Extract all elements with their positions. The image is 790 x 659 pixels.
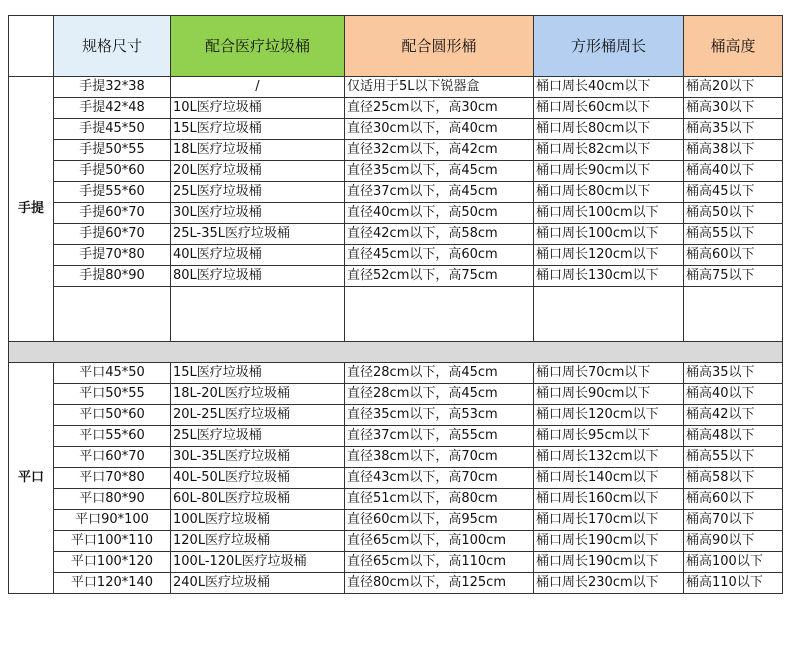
table-row bbox=[9, 245, 783, 266]
group-label: 平口 bbox=[9, 363, 54, 594]
cell-bin: 100L医疗垃圾桶 bbox=[171, 510, 345, 531]
cell-square: 桶口周长80cm以下 bbox=[534, 182, 684, 203]
cell-height: 桶高70以下 bbox=[684, 510, 783, 531]
cell-height: 桶高30以下 bbox=[684, 98, 783, 119]
cell-square: 桶口周长100cm以下 bbox=[534, 203, 684, 224]
cell-bin: 20L-25L医疗垃圾桶 bbox=[171, 405, 345, 426]
header-square: 方形桶周长 bbox=[534, 16, 684, 77]
cell-round: 仅适用于5L以下锐器盒 bbox=[345, 77, 534, 98]
cell-height: 桶高38以下 bbox=[684, 140, 783, 161]
cell-spec: 平口90*100 bbox=[54, 510, 171, 531]
cell-height: 桶高110以下 bbox=[684, 573, 783, 594]
table-row bbox=[9, 224, 783, 245]
cell-square: 桶口周长130cm以下 bbox=[534, 266, 684, 287]
table-body bbox=[9, 77, 783, 594]
cell-height: 桶高60以下 bbox=[684, 245, 783, 266]
cell-square: 桶口周长40cm以下 bbox=[534, 77, 684, 98]
cell-round: 直径25cm以下，高30cm bbox=[345, 98, 534, 119]
cell-square: 桶口周长120cm以下 bbox=[534, 405, 684, 426]
header-bin: 配合医疗垃圾桶 bbox=[171, 16, 345, 77]
table-row bbox=[9, 203, 783, 224]
cell-spec: 手提60*70 bbox=[54, 203, 171, 224]
header-spec: 规格尺寸 bbox=[54, 16, 171, 77]
cell-round: 直径65cm以下，高110cm bbox=[345, 552, 534, 573]
cell-spec: 手提70*80 bbox=[54, 245, 171, 266]
cell-height: 桶高40以下 bbox=[684, 384, 783, 405]
cell-bin: / bbox=[171, 77, 345, 98]
cell-spec: 平口50*60 bbox=[54, 405, 171, 426]
cell-bin: 15L医疗垃圾桶 bbox=[171, 363, 345, 384]
cell-square: 桶口周长90cm以下 bbox=[534, 161, 684, 182]
cell-square: 桶口周长190cm以下 bbox=[534, 531, 684, 552]
cell-height: 桶高35以下 bbox=[684, 119, 783, 140]
cell-bin: 25L医疗垃圾桶 bbox=[171, 426, 345, 447]
cell-square: 桶口周长140cm以下 bbox=[534, 468, 684, 489]
cell-spec: 平口55*60 bbox=[54, 426, 171, 447]
header-height: 桶高度 bbox=[684, 16, 783, 77]
cell-bin: 18L医疗垃圾桶 bbox=[171, 140, 345, 161]
table-row bbox=[9, 77, 783, 98]
cell-spec: 手提50*55 bbox=[54, 140, 171, 161]
cell-spec: 平口70*80 bbox=[54, 468, 171, 489]
table-row bbox=[9, 489, 783, 510]
table-row bbox=[9, 363, 783, 384]
cell-height: 桶高55以下 bbox=[684, 447, 783, 468]
cell-round: 直径52cm以下，高75cm bbox=[345, 266, 534, 287]
cell-round: 直径42cm以下，高58cm bbox=[345, 224, 534, 245]
blank-cell bbox=[54, 287, 171, 342]
cell-square: 桶口周长230cm以下 bbox=[534, 573, 684, 594]
cell-square: 桶口周长120cm以下 bbox=[534, 245, 684, 266]
blank-row bbox=[9, 287, 783, 342]
cell-round: 直径37cm以下，高55cm bbox=[345, 426, 534, 447]
size-spec-table bbox=[8, 15, 783, 594]
cell-height: 桶高58以下 bbox=[684, 468, 783, 489]
cell-square: 桶口周长90cm以下 bbox=[534, 384, 684, 405]
cell-square: 桶口周长132cm以下 bbox=[534, 447, 684, 468]
cell-round: 直径38cm以下，高70cm bbox=[345, 447, 534, 468]
cell-spec: 平口45*50 bbox=[54, 363, 171, 384]
cell-bin: 240L医疗垃圾桶 bbox=[171, 573, 345, 594]
table-row bbox=[9, 140, 783, 161]
table-row bbox=[9, 161, 783, 182]
cell-height: 桶高48以下 bbox=[684, 426, 783, 447]
table-row bbox=[9, 510, 783, 531]
cell-height: 桶高55以下 bbox=[684, 224, 783, 245]
cell-round: 直径45cm以下，高60cm bbox=[345, 245, 534, 266]
cell-height: 桶高100以下 bbox=[684, 552, 783, 573]
cell-height: 桶高60以下 bbox=[684, 489, 783, 510]
table-row bbox=[9, 384, 783, 405]
cell-spec: 平口100*120 bbox=[54, 552, 171, 573]
cell-square: 桶口周长170cm以下 bbox=[534, 510, 684, 531]
cell-spec: 手提80*90 bbox=[54, 266, 171, 287]
cell-bin: 20L医疗垃圾桶 bbox=[171, 161, 345, 182]
cell-height: 桶高42以下 bbox=[684, 405, 783, 426]
header-group bbox=[9, 16, 54, 77]
cell-bin: 100L-120L医疗垃圾桶 bbox=[171, 552, 345, 573]
cell-bin: 30L-35L医疗垃圾桶 bbox=[171, 447, 345, 468]
blank-cell bbox=[171, 287, 345, 342]
cell-bin: 18L-20L医疗垃圾桶 bbox=[171, 384, 345, 405]
cell-height: 桶高20以下 bbox=[684, 77, 783, 98]
cell-bin: 25L-35L医疗垃圾桶 bbox=[171, 224, 345, 245]
cell-bin: 30L医疗垃圾桶 bbox=[171, 203, 345, 224]
cell-height: 桶高90以下 bbox=[684, 531, 783, 552]
cell-square: 桶口周长190cm以下 bbox=[534, 552, 684, 573]
group-label: 手提 bbox=[9, 77, 54, 342]
cell-square: 桶口周长100cm以下 bbox=[534, 224, 684, 245]
cell-spec: 手提42*48 bbox=[54, 98, 171, 119]
cell-spec: 手提32*38 bbox=[54, 77, 171, 98]
blank-cell bbox=[534, 287, 684, 342]
cell-spec: 手提60*70 bbox=[54, 224, 171, 245]
cell-round: 直径30cm以下，高40cm bbox=[345, 119, 534, 140]
table-row bbox=[9, 426, 783, 447]
blank-cell bbox=[684, 287, 783, 342]
cell-bin: 120L医疗垃圾桶 bbox=[171, 531, 345, 552]
table-row bbox=[9, 552, 783, 573]
cell-round: 直径40cm以下，高50cm bbox=[345, 203, 534, 224]
cell-spec: 手提50*60 bbox=[54, 161, 171, 182]
table-row bbox=[9, 266, 783, 287]
cell-spec: 平口120*140 bbox=[54, 573, 171, 594]
table-row bbox=[9, 468, 783, 489]
table-row bbox=[9, 119, 783, 140]
cell-bin: 10L医疗垃圾桶 bbox=[171, 98, 345, 119]
cell-round: 直径28cm以下，高45cm bbox=[345, 363, 534, 384]
cell-square: 桶口周长70cm以下 bbox=[534, 363, 684, 384]
cell-square: 桶口周长80cm以下 bbox=[534, 119, 684, 140]
table-row bbox=[9, 405, 783, 426]
cell-round: 直径80cm以下，高125cm bbox=[345, 573, 534, 594]
cell-round: 直径28cm以下，高45cm bbox=[345, 384, 534, 405]
size-spec-sheet bbox=[8, 15, 783, 598]
cell-height: 桶高75以下 bbox=[684, 266, 783, 287]
cell-round: 直径35cm以下，高45cm bbox=[345, 161, 534, 182]
table-row bbox=[9, 182, 783, 203]
table-row bbox=[9, 447, 783, 468]
cell-bin: 40L-50L医疗垃圾桶 bbox=[171, 468, 345, 489]
cell-height: 桶高40以下 bbox=[684, 161, 783, 182]
cell-spec: 平口100*110 bbox=[54, 531, 171, 552]
cell-spec: 平口80*90 bbox=[54, 489, 171, 510]
table-row bbox=[9, 531, 783, 552]
cell-round: 直径32cm以下，高42cm bbox=[345, 140, 534, 161]
cell-round: 直径51cm以下，高80cm bbox=[345, 489, 534, 510]
cell-spec: 平口50*55 bbox=[54, 384, 171, 405]
table-row bbox=[9, 98, 783, 119]
table-row bbox=[9, 573, 783, 594]
cell-height: 桶高50以下 bbox=[684, 203, 783, 224]
cell-spec: 手提55*60 bbox=[54, 182, 171, 203]
cell-spec: 手提45*50 bbox=[54, 119, 171, 140]
header-round: 配合圆形桶 bbox=[345, 16, 534, 77]
cell-bin: 40L医疗垃圾桶 bbox=[171, 245, 345, 266]
separator-cell bbox=[9, 342, 783, 363]
cell-square: 桶口周长82cm以下 bbox=[534, 140, 684, 161]
cell-round: 直径60cm以下，高95cm bbox=[345, 510, 534, 531]
cell-bin: 25L医疗垃圾桶 bbox=[171, 182, 345, 203]
cell-height: 桶高35以下 bbox=[684, 363, 783, 384]
group-separator bbox=[9, 342, 783, 363]
cell-bin: 15L医疗垃圾桶 bbox=[171, 119, 345, 140]
blank-cell bbox=[345, 287, 534, 342]
cell-bin: 60L-80L医疗垃圾桶 bbox=[171, 489, 345, 510]
header-row bbox=[9, 16, 783, 77]
cell-height: 桶高45以下 bbox=[684, 182, 783, 203]
cell-square: 桶口周长160cm以下 bbox=[534, 489, 684, 510]
cell-round: 直径65cm以下，高100cm bbox=[345, 531, 534, 552]
cell-round: 直径43cm以下，高70cm bbox=[345, 468, 534, 489]
cell-round: 直径35cm以下，高53cm bbox=[345, 405, 534, 426]
cell-square: 桶口周长60cm以下 bbox=[534, 98, 684, 119]
cell-square: 桶口周长95cm以下 bbox=[534, 426, 684, 447]
cell-spec: 平口60*70 bbox=[54, 447, 171, 468]
cell-round: 直径37cm以下，高45cm bbox=[345, 182, 534, 203]
cell-bin: 80L医疗垃圾桶 bbox=[171, 266, 345, 287]
